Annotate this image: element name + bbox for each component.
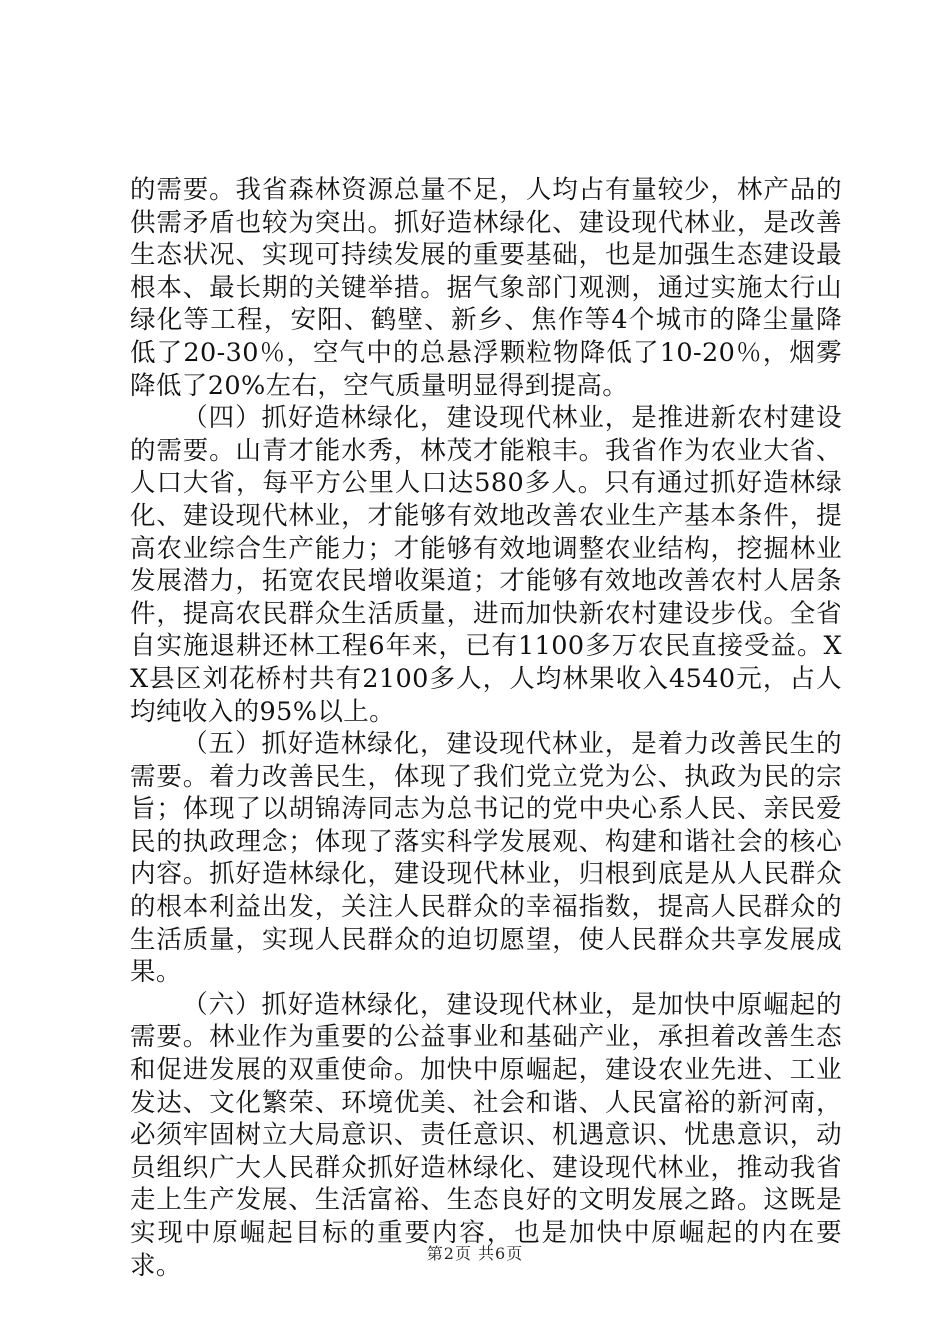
paragraph-section-5: （五）抓好造林绿化，建设现代林业，是着力改善民生的需要。着力改善民生，体现了我们党立党为公、执政为民的宗旨；体现了以胡锦涛同志为总书记的党中央心系人民、亲民爱民的执政理念；体现了落实科学发展观、构建和谐社会的核心内容。抓好造林绿化，建设现代林业，归根到底是从人民群众的根本利益出发，关注人民群众的幸福指数，提高人民群众的生活质量，实现人民群众的迫切愿望，使人民群众共享发展成果。 <box>130 729 842 988</box>
paragraph-section-4: （四）抓好造林绿化，建设现代林业，是推进新农村建设的需要。山青才能水秀，林茂才能粮丰。我省作为农业大省、人口大省，每平方公里人口达580多人。只有通过抓好造林绿化、建设现代林业，才能够有效地改善农业生产基本条件，提高农业综合生产能力；才能够有效地调整农业结构，挖掘林业发展潜力，拓宽农民增收渠道；才能够有效地改善农村人居条件，提高农民群众生活质量，进而加快新农村建设步伐。全省自实施退耕还林工程6年来，已有1100多万农民直接受益。XX县区刘花桥村共有2100多人，人均林果收入4540元，占人均纯收入的95%以上。 <box>130 403 842 727</box>
page-number-footer: 第2页 共6页 <box>426 1244 524 1263</box>
paragraph-section-6: （六）抓好造林绿化，建设现代林业，是加快中原崛起的需要。林业作为重要的公益事业和基础产业，承担着改善生态和促进发展的双重使命。加快中原崛起，建设农业先进、工业发达、文化繁荣、环境优美、社会和谐、人民富裕的新河南，必须牢固树立大局意识、责任意识、机遇意识、忧患意识，动员组织广大人民群众抓好造林绿化、建设现代林业，推动我省走上生产发展、生活富裕、生态良好的文明发展之路。这既是实现中原崛起目标的重要内容，也是加快中原崛起的内在要求。 <box>130 989 842 1281</box>
paragraph-continuation: 的需要。我省森林资源总量不足，人均占有量较少，林产品的供需矛盾也较为突出。抓好造林绿化、建设现代林业，是改善生态状况、实现可持续发展的重要基础，也是加强生态建设最根本、最长期的关键举措。据气象部门观测，通过实施太行山绿化等工程，安阳、鹤壁、新乡、焦作等4个城市的降尘量降低了20-30％，空气中的总悬浮颗粒物降低了10-20％，烟雾降低了20%左右，空气质量明显得到提高。 <box>130 175 842 401</box>
document-body <box>130 174 842 1282</box>
